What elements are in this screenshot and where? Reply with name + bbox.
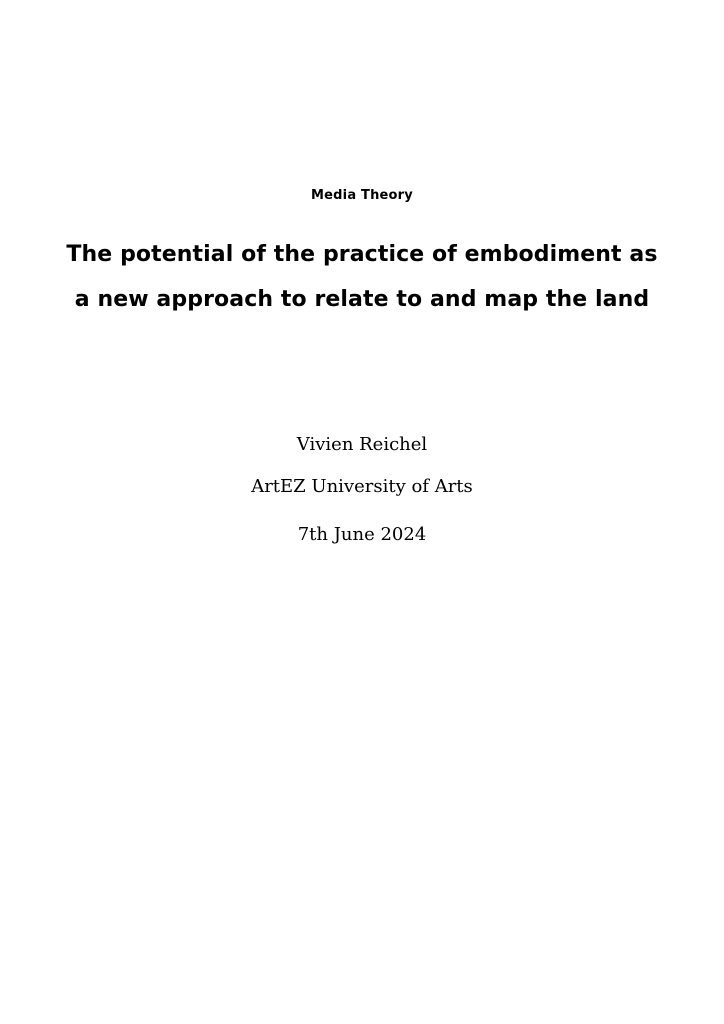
affiliation: ArtEZ University of Arts bbox=[251, 476, 473, 497]
title-line-1: The potential of the practice of embodiment as bbox=[66, 242, 658, 267]
author-name: Vivien Reichel bbox=[296, 434, 428, 455]
title-line-2: a new approach to relate to and map the land bbox=[74, 287, 650, 312]
date: 7th June 2024 bbox=[297, 524, 427, 545]
subject-heading: Media Theory bbox=[311, 188, 413, 203]
